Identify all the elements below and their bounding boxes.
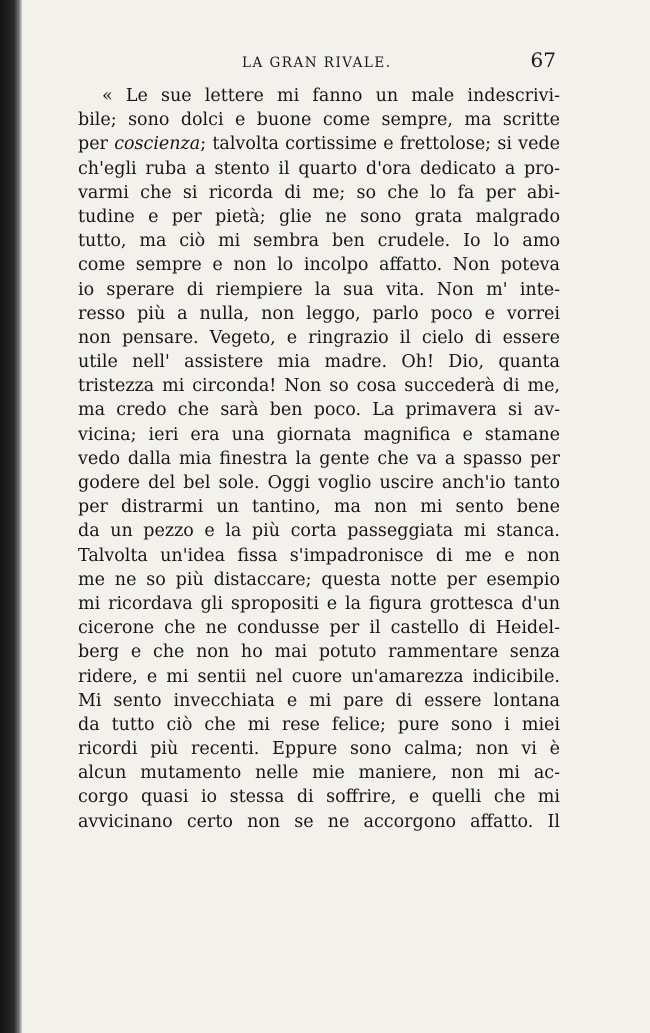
text-line: varmi che si ricorda di me; so che lo fa per abi- (78, 182, 560, 203)
text-line: « Le sue lettere mi fanno un male indescrivi- (102, 86, 560, 106)
text-line: ch'egli ruba a stento il quarto d'ora dedicato a pro- (78, 158, 560, 179)
text-line: mi ricordava gli spropositi e la figura grottesca d'un (78, 593, 560, 614)
text-line: corgo quasi io stessa di soffrire, e quelli che mi (78, 787, 560, 808)
text-line: da un pezzo e la più corta passeggiata mi stanca. (78, 521, 560, 542)
text-line: per coscienza; talvolta cortissime e frettolose; si vede (78, 134, 560, 155)
page-number: 67 (530, 48, 556, 72)
text-line: Mi sento invecchiata e mi pare di essere lontana (78, 690, 560, 711)
text-line: avvicinano certo non se ne accorgono affatto. Il (78, 811, 560, 832)
text-line: alcun mutamento nelle mie maniere, non mi ac- (78, 763, 560, 784)
text-line: godere del bel sole. Oggi voglio uscire anch'io tanto (78, 473, 560, 493)
text-line: come sempre e non lo incolpo affatto. Non poteva (78, 255, 560, 276)
text-line: tudine e per pietà; glie ne sono grata malgrado (78, 206, 560, 227)
text-line: Talvolta un'idea fissa s'impadronisce di me e non (78, 545, 560, 566)
page-header (78, 45, 558, 75)
text-line: resso più a nulla, non leggo, parlo poco e vorrei (78, 303, 560, 324)
text-line: tristezza mi circonda! Non so cosa succederà di me, (78, 376, 560, 397)
text-line: io sperare di riempiere la sua vita. Non m' inte- (78, 279, 560, 300)
text-line: vicina; ieri era una giornata magnifica e stamane (78, 424, 560, 445)
text-line: ma credo che sarà ben poco. La primavera si av- (78, 400, 560, 421)
text-line: utile nell' assistere mia madre. Oh! Dio, quanta (78, 352, 560, 373)
text-line: vedo dalla mia finestra la gente che va a spasso per (78, 448, 560, 469)
text-line: tutto, ma ciò mi sembra ben crudele. Io lo amo (78, 231, 560, 252)
text-line: cicerone che ne condusse per il castello di Heidel- (78, 618, 560, 639)
text-line: me ne so più distaccare; questa notte per esempio (78, 569, 560, 590)
running-title: LA GRAN RIVALE. (242, 55, 392, 71)
text-line: ridere, e mi sentii nel cuore un'amarezza indicibile. (78, 666, 560, 687)
text-line: da tutto ciò che mi rese felice; pure sono i miei (78, 714, 560, 735)
body-text (78, 84, 560, 834)
text-line: ricordi più recenti. Eppure sono calma; non vi è (78, 739, 560, 760)
binding-edge (0, 0, 22, 1033)
text-line: bile; sono dolci e buone come sempre, ma scritte (78, 110, 560, 131)
text-line: per distrarmi un tantino, ma non mi sento bene (78, 497, 560, 518)
text-line: berg e che non ho mai potuto rammentare senza (78, 642, 560, 663)
emphasized-word: coscienza (114, 134, 201, 155)
text-line: non pensare. Vegeto, e ringrazio il cielo di essere (78, 327, 560, 348)
